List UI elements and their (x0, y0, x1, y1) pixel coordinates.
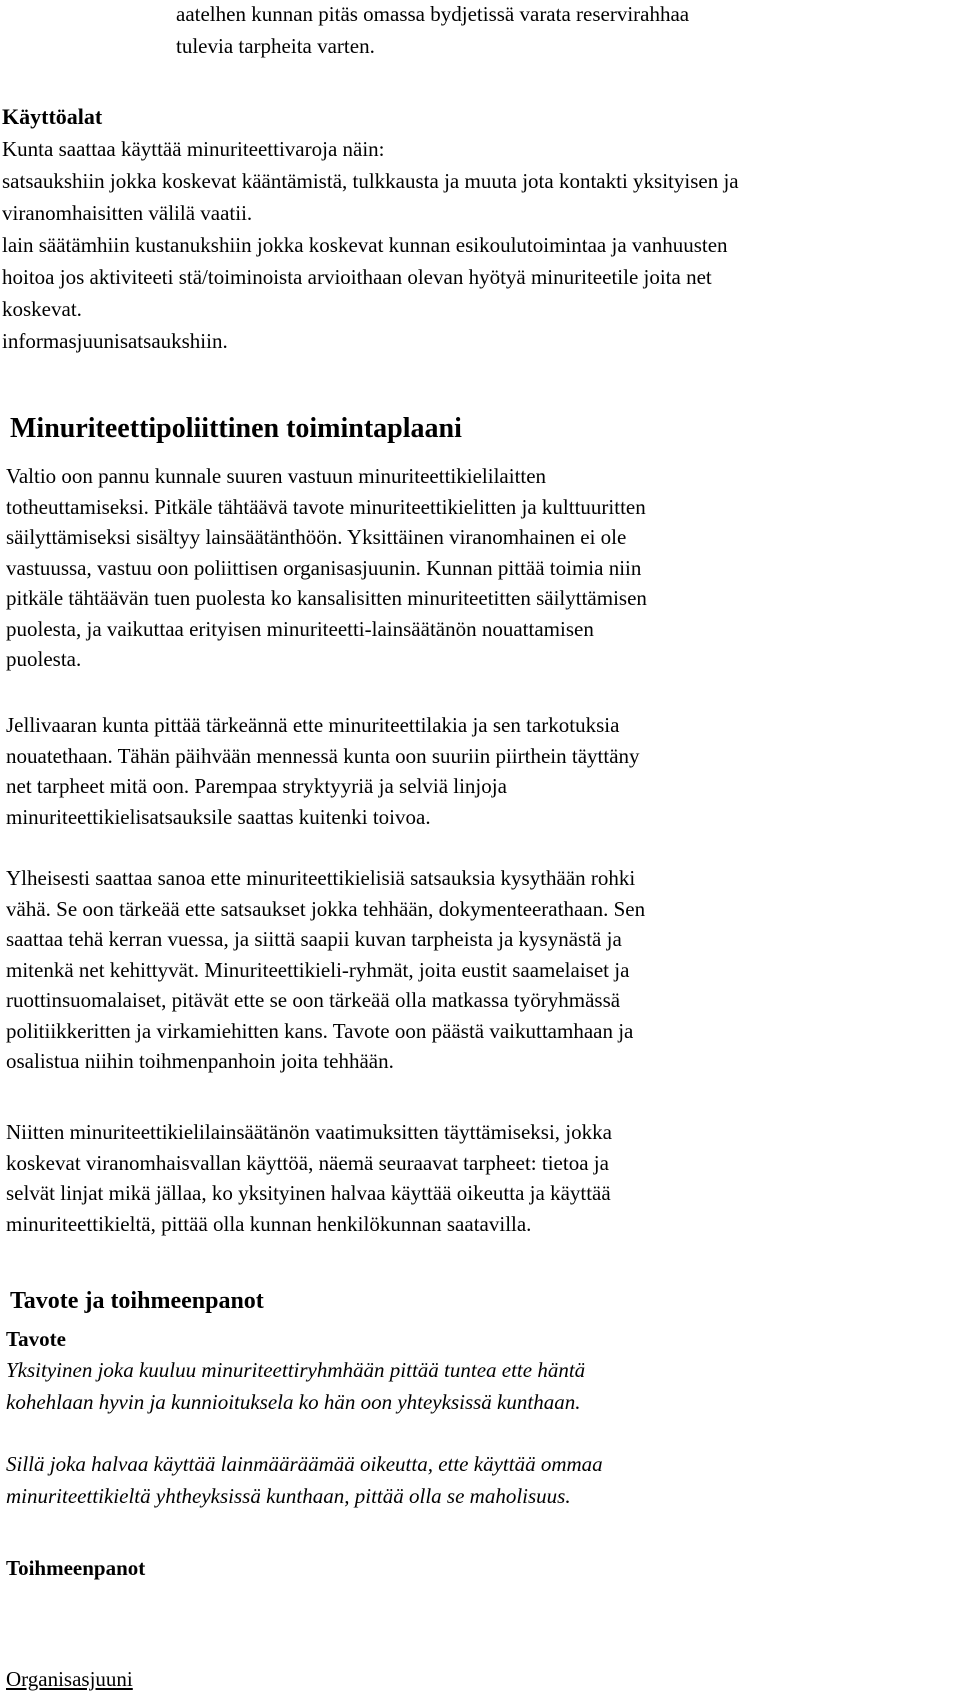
text-line: totheuttamiseksi. Pitkäle tähtäävä tavote minuriteettikielitten ja kulttuuritten (6, 494, 646, 519)
paragraph-4 (6, 1117, 612, 1239)
text-line: selvät linjat mikä jällaa, ko yksityinen halvaa käyttää oikeutta ja käyttää (6, 1181, 611, 1205)
text-line: minuriteettikieltä, pittää olla kunnan henkilökunnan saatavilla. (6, 1211, 532, 1236)
text-line: osalistua niihin toihmenpanhoin joita tehhään. (6, 1049, 394, 1073)
text-line: mitenkä net kehittyvät. Minuriteettikieli-ryhmät, joita eustit saamelaiset ja (6, 957, 630, 982)
text-line: Sillä joka halvaa käyttää lainmääräämää oikeutta, ette käyttää ommaa (6, 1452, 603, 1476)
text-line: säilyttämiseksi sisältyy lainsäätänthöön. Yksittäinen viranomhainen ei ole (6, 525, 627, 549)
tavote-subheading: Tavote (6, 1327, 66, 1351)
paragraph-3 (6, 863, 645, 1077)
text-line: hoitoa jos aktiviteeti stä/toiminoista arvioithaan olevan hyötyä minuriteetile joita net (2, 265, 712, 289)
text-line: satsaukshiin jokka koskevat kääntämistä, tulkkausta ja muuta jota kontakti yksityisen ja (2, 169, 739, 193)
text-line: nouatethaan. Tähän päihvään mennessä kunta oon suuriin piirthein täyttäny (6, 743, 640, 768)
tavote-italic-2 (6, 1448, 603, 1512)
text-line: puolesta, ja vaikuttaa erityisen minuriteetti-lainsäätänön nouattamisen (6, 616, 594, 641)
text-line: Yksityinen joka kuuluu minuriteettiryhmhään pittää tuntea ette häntä (6, 1358, 586, 1382)
text-line: ruottinsuomalaiset, pitävät ette se oon tärkeää olla matkassa työryhmässä (6, 988, 621, 1012)
text-line: minuriteettikielisatsauksile saattas kuitenki toivoa. (6, 804, 431, 829)
text-line: Jellivaaran kunta pittää tärkeännä ette minuriteettilakia ja sen tarkotuksia (6, 713, 620, 737)
kayttoalat-list (2, 133, 739, 357)
text-line: Ylheisesti saattaa sanoa ette minuriteettikielisiä satsauksia kysythään rohki (6, 866, 636, 890)
organisasjuuni-link[interactable]: Organisasjuuni (6, 1667, 133, 1691)
tavote-section-heading: Tavote ja toihmeenpanot (10, 1288, 264, 1314)
text-line: informasjuunisatsaukshiin. (2, 329, 228, 353)
text-line: Niitten minuriteettikielilainsäätänön vaatimuksitten täyttämiseksi, jokka (6, 1120, 612, 1144)
text-line: viranomhaisitten välilä vaatii. (2, 201, 253, 225)
text-line: politiikkeritten ja virkamiehitten kans. Tavote oon päästä vaikuttamhaan ja (6, 1018, 634, 1043)
text-line: minuriteettikieltä yhtheyksissä kunthaan, pittää olla se maholisuus. (6, 1484, 571, 1508)
tavote-italic-1 (6, 1354, 585, 1418)
toimintaplaani-heading: Minuriteettipoliittinen toimintaplaani (10, 413, 462, 444)
kayttoalat-heading: Käyttöalat (2, 104, 103, 129)
text-line: koskevat viranomhaisvallan käyttöä, näemä seuraavat tarpheet: tietoa ja (6, 1150, 609, 1175)
text-line: lain säätämhiin kustanukshiin jokka koskevat kunnan esikoulutoimintaa ja vanhuusten (2, 233, 728, 257)
text-line: saattaa tehä kerran vuessa, ja siittä saapii kuvan tarpheista ja kysynästä ja (6, 927, 622, 951)
text-line: Valtio oon pannu kunnale suuren vastuun minuriteettikielilaitten (6, 464, 547, 488)
toimeenpano-heading: Toihmeenpanot (6, 1556, 146, 1580)
text-line: vähä. Se oon tärkeää ette satsaukset jokka tehhään, dokymenteerathaan. Sen (6, 896, 646, 921)
top-fragment (176, 0, 689, 62)
text-line: koskevat. (2, 297, 82, 321)
text-line: Kunta saattaa käyttää minuriteettivaroja näin: (2, 137, 385, 161)
text-line: pitkäle tähtäävän tuen puolesta ko kansalisitten minuriteetitten säilyttämisen (6, 586, 647, 610)
text-line: net tarpheet mitä oon. Parempaa stryktyyriä ja selviä linjoja (6, 774, 507, 798)
text-line: puolesta. (6, 647, 82, 671)
text-line: kohehlaan hyvin ja kunnioituksela ko hän oon yhteyksissä kunthaan. (6, 1390, 581, 1414)
text-line: vastuussa, vastuu oon poliittisen organisasjuunin. Kunnan pittää toimia niin (6, 555, 642, 580)
text-line: tulevia tarpheita varten. (176, 34, 375, 58)
paragraph-2 (6, 710, 640, 832)
text-line: aatelhen kunnan pitäs omassa bydjetissä varata reservirahhaa (176, 2, 690, 26)
paragraph-1 (6, 461, 647, 675)
